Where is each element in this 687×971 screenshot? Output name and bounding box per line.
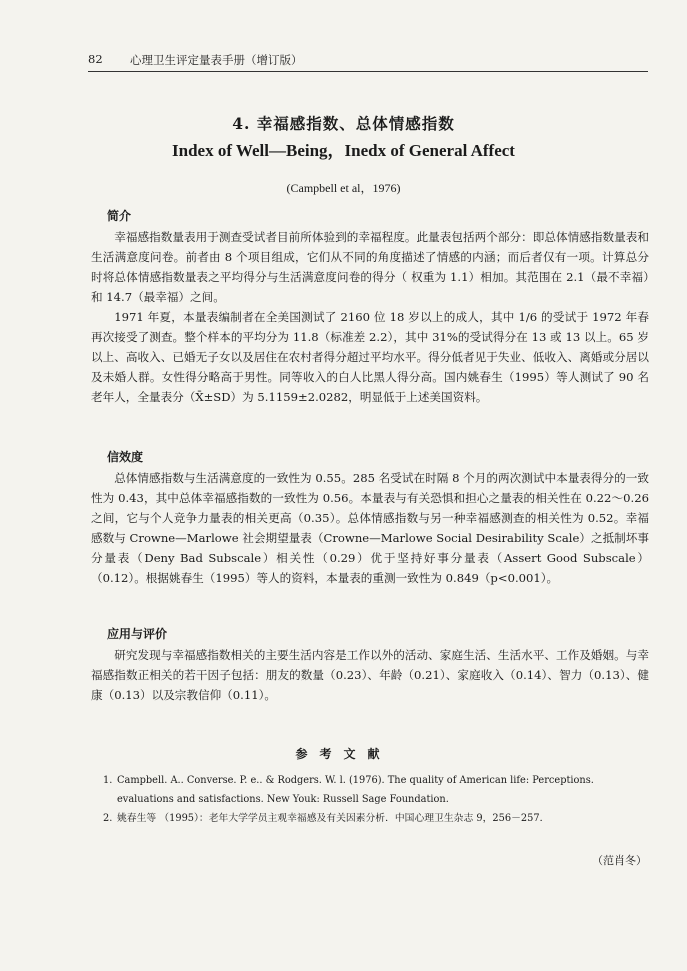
page-number: 82 <box>88 52 103 66</box>
paragraph: 1971 年夏，本量表编制者在全美国测试了 2160 位 18 岁以上的成人，其中 1/6 的受试于 1972 年春再次接受了测查。整个样本的平均分为 11.8（标准差 2.2），其中 31%的受试得分在 13 或 13 以上。65 岁以上、高收入、已婚无子女以及居住在农村者得分超过平均水平。得分低者见于失业、低收入、离婚或分居以及未婚人群。女性得分略高于男性。同等收入的白人比黑人得分高。国内姚春生（1995）等人测试了 90 名老年人，全量表分（X̄±SD）为 5.1159±2.0282，明显低于上述美国资料。 <box>91 310 649 404</box>
section-title-english: Index of Well—Being，Inedx of General Affect <box>172 141 515 160</box>
source-citation: (Campbell et al，1976) <box>286 181 401 195</box>
reference-text: Campbell. A.. Converse. P. e.. & Rodgers. W. l. (1976). The quality of American life: Perceptions. evaluations and satisfactions. New Youk: Russell Sage Foundation. <box>117 775 594 805</box>
paragraph: 幸福感指数量表用于测查受试者目前所体验到的幸福程度。此量表包括两个部分：即总体情感指数量表和生活满意度问卷。前者由 8 个项目组成，它们从不同的角度描述了情感的内涵；而后者仅有一项。计算总分时将总体情感指数量表之平均得分与生活满意度问卷的得分（ 权重为 1.1）相加。其范围在 2.1（最不幸福）和 14.7（最幸福）之间。 <box>91 230 649 304</box>
section-title-chinese: 4. 幸福感指数、总体情感指数 <box>232 114 455 133</box>
intro-body <box>91 227 649 407</box>
reference-list <box>103 771 651 828</box>
running-title: 心理卫生评定量表手册（增订版） <box>130 53 303 67</box>
reference-item <box>103 809 651 828</box>
references-heading: 参考文献 <box>295 747 392 761</box>
validity-body <box>91 468 649 588</box>
page-header <box>88 52 648 70</box>
heading-intro: 简介 <box>107 209 132 223</box>
reference-text: 姚春生等 （1995）：老年大学学员主观幸福感及有关因素分析．中国心理卫生杂志 9，256－257． <box>117 813 550 824</box>
reference-number: 1. <box>103 775 113 786</box>
paragraph: 总体情感指数与生活满意度的一致性为 0.55。285 名受试在时隔 8 个月的两次测试中本量表得分的一致性为 0.43，其中总体幸福感指数的一致性为 0.56。本量表与有关恐惧和担心之量表的相关性在 0.22～0.26 之间，它与个人竞争力量表的相关更高（0.35）。总体情感指数与另一种幸福感测查的相关性为 0.52。幸福感数与 Crowne—Marlowe 社会期望量表（Crowne—Marlowe Social Desirability Scale）之抵制坏事分量表（Deny Bad Subscale）相关性（0.29）优于坚持好事分量表（Assert Good Subscale）（0.12）。根据姚春生（1995）等人的资料，本量表的重测一致性为 0.849（p<0.001）。 <box>91 471 649 585</box>
author-signature: （范肖冬） <box>592 854 647 867</box>
heading-application: 应用与评价 <box>107 627 168 641</box>
application-body <box>91 645 649 705</box>
paragraph: 研究发现与幸福感指数相关的主要生活内容是工作以外的活动、家庭生活、生活水平、工作及婚姻。与幸福感指数正相关的若干因子包括：朋友的数量（0.23）、年龄（0.21）、家庭收入（0.14）、智力（0.13）、健康（0.13）以及宗教信仰（0.11）。 <box>91 648 649 702</box>
heading-validity: 信效度 <box>107 450 144 464</box>
reference-item <box>103 771 651 809</box>
header-rule <box>88 71 648 72</box>
reference-number: 2. <box>103 813 113 824</box>
